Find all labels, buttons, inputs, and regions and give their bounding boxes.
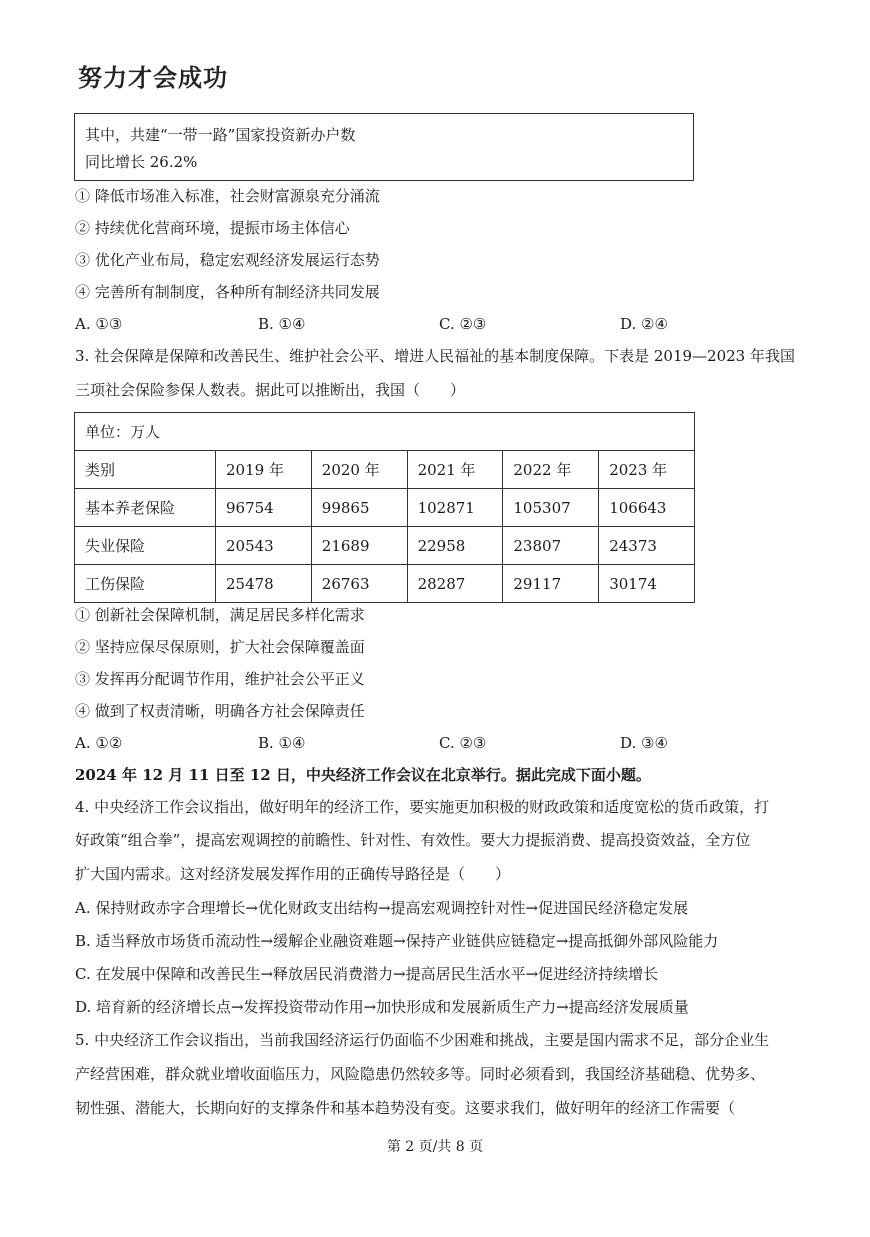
table-cell: 106643 xyxy=(599,489,695,527)
table-cell: 29117 xyxy=(503,565,599,603)
material-line-1: 其中，共建“一带一路”国家投资新办户数 xyxy=(85,126,356,144)
q3-stem-line-2: 三项社会保险参保人数表。据此可以推断出，我国（ ） xyxy=(75,381,466,399)
table-cell: 23807 xyxy=(503,527,599,565)
q3-option-a[interactable]: A. ①② xyxy=(75,734,123,752)
q4-stem-line-1: 4. 中央经济工作会议指出，做好明年的经济工作，要实施更加积极的财政政策和适度宽松的货币政策，打 xyxy=(75,798,770,816)
table-cell: 25478 xyxy=(216,565,312,603)
table-header-cell: 2023 年 xyxy=(599,451,695,489)
section-intro: 2024 年 12 月 11 日至 12 日，中央经济工作会议在北京举行。据此完成下面小题。 xyxy=(75,766,651,784)
table-cell: 28287 xyxy=(407,565,503,603)
q5-stem-line-2: 产经营困难，群众就业增收面临压力，风险隐患仍然较多等。同时必须看到，我国经济基础稳、优势多、 xyxy=(75,1065,766,1083)
table-cell: 24373 xyxy=(599,527,695,565)
table-cell: 99865 xyxy=(311,489,407,527)
table-header-cell: 2022 年 xyxy=(503,451,599,489)
q2-item-4: ④ 完善所有制制度，各种所有制经济共同发展 xyxy=(75,283,380,301)
table-cell: 基本养老保险 xyxy=(75,489,216,527)
table-cell: 工伤保险 xyxy=(75,565,216,603)
page-number: 第 2 页/共 8 页 xyxy=(386,1139,484,1155)
q2-option-b[interactable]: B. ①④ xyxy=(258,315,306,333)
q4-option-c[interactable]: C. 在发展中保障和改善民生→释放居民消费潜力→提高居民生活水平→促进经济持续增长 xyxy=(75,965,659,983)
table-header-row xyxy=(75,451,695,489)
table-header-cell: 2021 年 xyxy=(407,451,503,489)
table-cell: 105307 xyxy=(503,489,599,527)
material-box xyxy=(74,113,694,181)
q5-stem-line-1: 5. 中央经济工作会议指出，当前我国经济运行仍面临不少困难和挑战，主要是国内需求不足，部分企业生 xyxy=(75,1031,770,1049)
q3-option-d[interactable]: D. ③④ xyxy=(620,734,668,752)
q2-item-1: ① 降低市场准入标准，社会财富源泉充分涌流 xyxy=(75,187,380,205)
material-line-2: 同比增长 26.2% xyxy=(85,153,198,171)
table-unit: 单位：万人 xyxy=(75,413,695,451)
table-cell: 失业保险 xyxy=(75,527,216,565)
q2-option-c[interactable]: C. ②③ xyxy=(439,315,487,333)
table-cell: 96754 xyxy=(216,489,312,527)
q4-option-d[interactable]: D. 培育新的经济增长点→发挥投资带动作用→加快形成和发展新质生产力→提高经济发展质量 xyxy=(75,998,689,1016)
q3-stem-line-1: 3. 社会保障是保障和改善民生、维护社会公平、增进人民福祉的基本制度保障。下表是 2019—2023 年我国 xyxy=(75,347,795,365)
q2-option-d[interactable]: D. ②④ xyxy=(620,315,668,333)
q3-item-1: ① 创新社会保障机制，满足居民多样化需求 xyxy=(75,606,365,624)
q5-stem-line-3: 韧性强、潜能大，长期向好的支撑条件和基本趋势没有变。这要求我们，做好明年的经济工作需要（ xyxy=(75,1099,736,1117)
table-cell: 20543 xyxy=(216,527,312,565)
watermark-title: 努力才会成功 xyxy=(78,64,228,92)
table-cell: 102871 xyxy=(407,489,503,527)
table-cell: 26763 xyxy=(311,565,407,603)
insurance-table xyxy=(74,412,695,603)
q4-stem-line-3: 扩大国内需求。这对经济发展发挥作用的正确传导路径是（ ） xyxy=(75,865,511,883)
q4-option-b[interactable]: B. 适当释放市场货币流动性→缓解企业融资难题→保持产业链供应链稳定→提高抵御外部风险能力 xyxy=(75,932,719,950)
q2-item-2: ② 持续优化营商环境，提振市场主体信心 xyxy=(75,219,350,237)
table-header-cell: 类别 xyxy=(75,451,216,489)
table-row xyxy=(75,489,695,527)
q2-option-a[interactable]: A. ①③ xyxy=(75,315,123,333)
q3-item-2: ② 坚持应保尽保原则，扩大社会保障覆盖面 xyxy=(75,638,365,656)
q3-item-4: ④ 做到了权责清晰，明确各方社会保障责任 xyxy=(75,702,365,720)
table-header-cell: 2020 年 xyxy=(311,451,407,489)
q3-option-b[interactable]: B. ①④ xyxy=(258,734,306,752)
q2-item-3: ③ 优化产业布局，稳定宏观经济发展运行态势 xyxy=(75,251,380,269)
table-cell: 22958 xyxy=(407,527,503,565)
table-cell: 30174 xyxy=(599,565,695,603)
table-row xyxy=(75,527,695,565)
table-unit-row xyxy=(75,413,695,451)
table-cell: 21689 xyxy=(311,527,407,565)
q4-stem-line-2: 好政策“组合拳”，提高宏观调控的前瞻性、针对性、有效性。要大力提振消费、提高投资效益，全方位 xyxy=(75,831,751,849)
q4-option-a[interactable]: A. 保持财政赤字合理增长→优化财政支出结构→提高宏观调控针对性→促进国民经济稳定发展 xyxy=(75,899,689,917)
table-row xyxy=(75,565,695,603)
table-header-cell: 2019 年 xyxy=(216,451,312,489)
q3-item-3: ③ 发挥再分配调节作用，维护社会公平正义 xyxy=(75,670,365,688)
q3-option-c[interactable]: C. ②③ xyxy=(439,734,487,752)
